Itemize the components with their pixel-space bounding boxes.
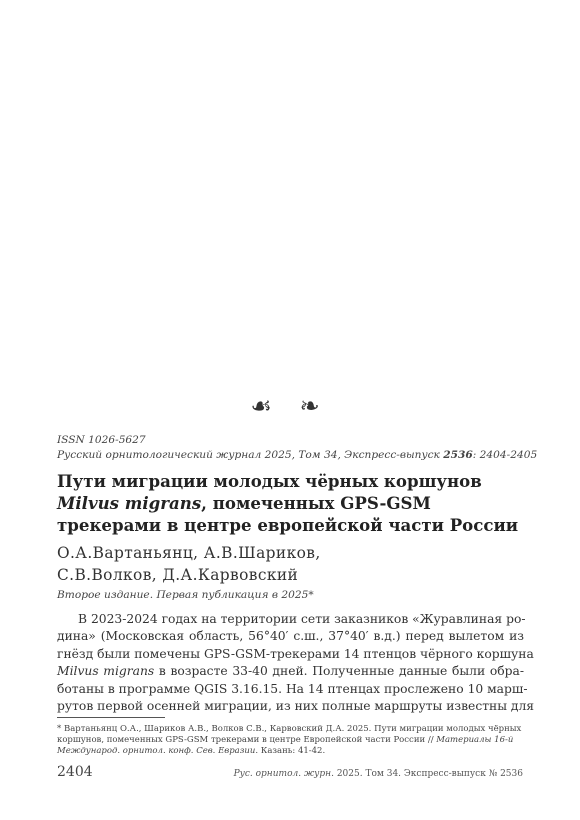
authors-line-1: О.А.Вартаньянц, А.В.Шариков,	[57, 544, 321, 562]
authors	[57, 542, 321, 586]
body-line-6: рутов первой осенней миграции, из них полные маршруты известны для	[57, 699, 535, 714]
footnote-line-2-text: коршунов, помеченных GPS-GSM трекерами в центре Европейской части России //	[57, 735, 437, 746]
footnote-divider	[57, 717, 165, 718]
journal-abbrev: Рус. орнитол. журн.	[233, 769, 334, 779]
body-line-2: дина» (Московская область, 56°40′ с.ш., 37°40′ в.д.) перед вылетом из	[57, 629, 524, 644]
body-line-4	[57, 663, 524, 680]
footnote-line-2	[57, 735, 527, 746]
article-title	[57, 470, 537, 536]
body-line-4-text: в возрасте 33-40 дней. Полученные данные были обра-	[154, 664, 524, 679]
issn: ISSN 1026-5627	[57, 434, 146, 446]
journal-info: 2025. Том 34. Экспресс-выпуск № 2536	[333, 769, 523, 779]
footnote	[57, 724, 527, 758]
running-footer	[234, 769, 523, 779]
footnote-line-2-italic: Материалы 16-й	[436, 735, 514, 746]
edition-note: Второе издание. Первая публикация в 2025*	[57, 589, 314, 601]
page-range: : 2404-2405	[472, 449, 538, 461]
authors-line-2: С.В.Волков, Д.А.Карвовский	[57, 566, 299, 584]
title-line-1: Пути миграции молодых чёрных коршунов	[57, 471, 482, 491]
journal-citation	[57, 449, 537, 461]
footnote-line-3-italic: Международ. орнитол. конф. Сев. Евразии	[57, 746, 256, 757]
title-line-2-text: , помеченных GPS-GSM	[201, 493, 431, 513]
ornament-fleuron: ☙ ❧	[250, 392, 330, 420]
title-line-2	[57, 492, 537, 514]
body-line-5: ботаны в программе QGIS 3.16.15. На 14 птенцах прослежено 10 марш-	[57, 681, 528, 696]
body-paragraph	[57, 611, 535, 715]
footnote-line-1: * Вартаньянц О.А., Шариков А.В., Волков С.В., Карвовский Д.А. 2025. Пути миграции молодых чёрных	[57, 724, 522, 734]
page-number: 2404	[57, 764, 93, 780]
title-line-3: трекерами в центре европейской части России	[57, 515, 519, 535]
footnote-line-3-text: . Казань: 41-42.	[255, 746, 326, 757]
body-line-3: гнёзд были помечены GPS-GSM-трекерами 14 птенцов чёрного коршуна	[57, 646, 534, 661]
title-species-name: Milvus migrans	[57, 493, 202, 513]
issue-number: 2536	[443, 449, 473, 461]
journal-citation-text: Русский орнитологический журнал 2025, Том 34, Экспресс-выпуск	[57, 449, 444, 461]
body-species-name: Milvus migrans	[57, 664, 155, 679]
footnote-line-3	[57, 746, 527, 757]
body-line-1: В 2023-2024 годах на территории сети заказников «Журавлиная ро-	[78, 612, 526, 626]
